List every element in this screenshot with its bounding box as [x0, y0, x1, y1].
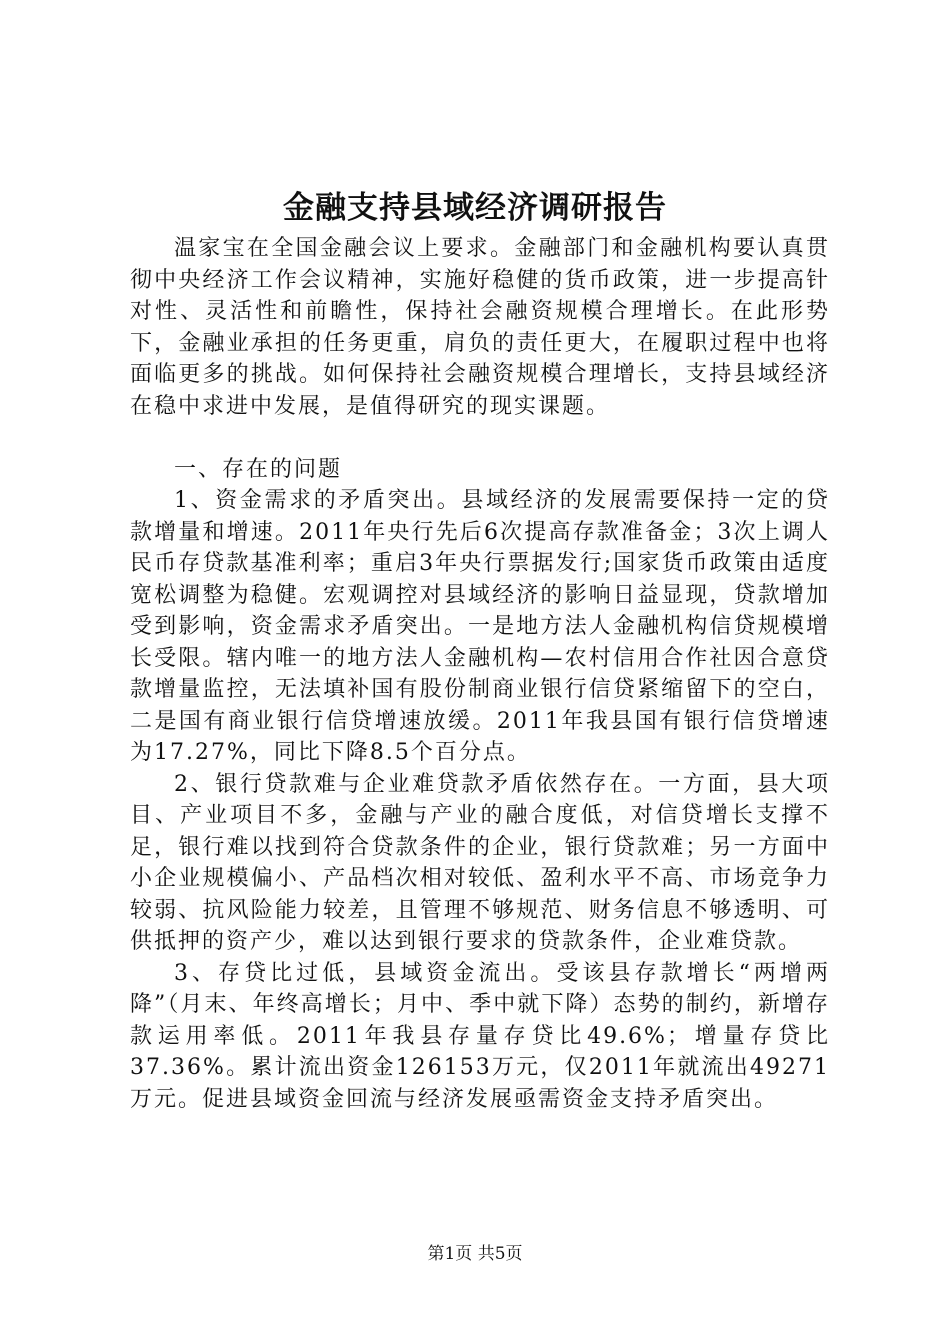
section-heading-problems: 一、存在的问题	[174, 456, 343, 482]
paragraph-intro: 温家宝在全国金融会议上要求。金融部门和金融机构要认真贯彻中央经济工作会议精神，实施好稳健的货币政策，进一步提高针对性、灵活性和前瞻性，保持社会融资规模合理增长。在此形势下，金融业承担的任务更重，肩负的责任更大，在履职过程中也将面临更多的挑战。如何保持社会融资规模合理增长，支持县域经济在稳中求进中发展，是值得研究的现实课题。	[130, 236, 830, 419]
paragraph-item-3: 3、存贷比过低，县域资金流出。受该县存款增长“两增两降”（月末、年终高增长；月中、季中就下降）态势的制约，新增存款运用率低。2011年我县存量存贷比49.6%；增量存贷比37.36%。累计流出资金126153万元，仅2011年就流出49271万元。促进县域资金回流与经济发展亟需资金支持矛盾突出。	[130, 960, 830, 1112]
page-footer: 第1页 共5页	[427, 1244, 523, 1264]
document-body	[130, 233, 830, 1115]
paragraph-item-1: 1、资金需求的矛盾突出。县域经济的发展需要保持一定的贷款增量和增速。2011年央行先后6次提高存款准备金；3次上调人民币存贷款基准利率；重启3年央行票据发行;国家货币政策由适度宽松调整为稳健。宏观调控对县域经济的影响日益显现，贷款增加受到影响，资金需求矛盾突出。一是地方法人金融机构信贷规模增长受限。辖内唯一的地方法人金融机构—农村信用合作社因合意贷款增量监控，无法填补国有股份制商业银行信贷紧缩留下的空白，二是国有商业银行信贷增速放缓。2011年我县国有银行信贷增速为17.27%，同比下降8.5个百分点。	[130, 488, 830, 765]
document-title: 金融支持县域经济调研报告	[283, 190, 667, 226]
paragraph-item-2: 2、银行贷款难与企业难贷款矛盾依然存在。一方面，县大项目、产业项目不多，金融与产业的融合度低，对信贷增长支撑不足，银行难以找到符合贷款条件的企业，银行贷款难；另一方面中小企业规模偏小、产品档次相对较低、盈利水平不高、市场竞争力较弱、抗风险能力较差，且管理不够规范、财务信息不够透明、可供抵押的资产少，难以达到银行要求的贷款条件，企业难贷款。	[130, 771, 830, 954]
